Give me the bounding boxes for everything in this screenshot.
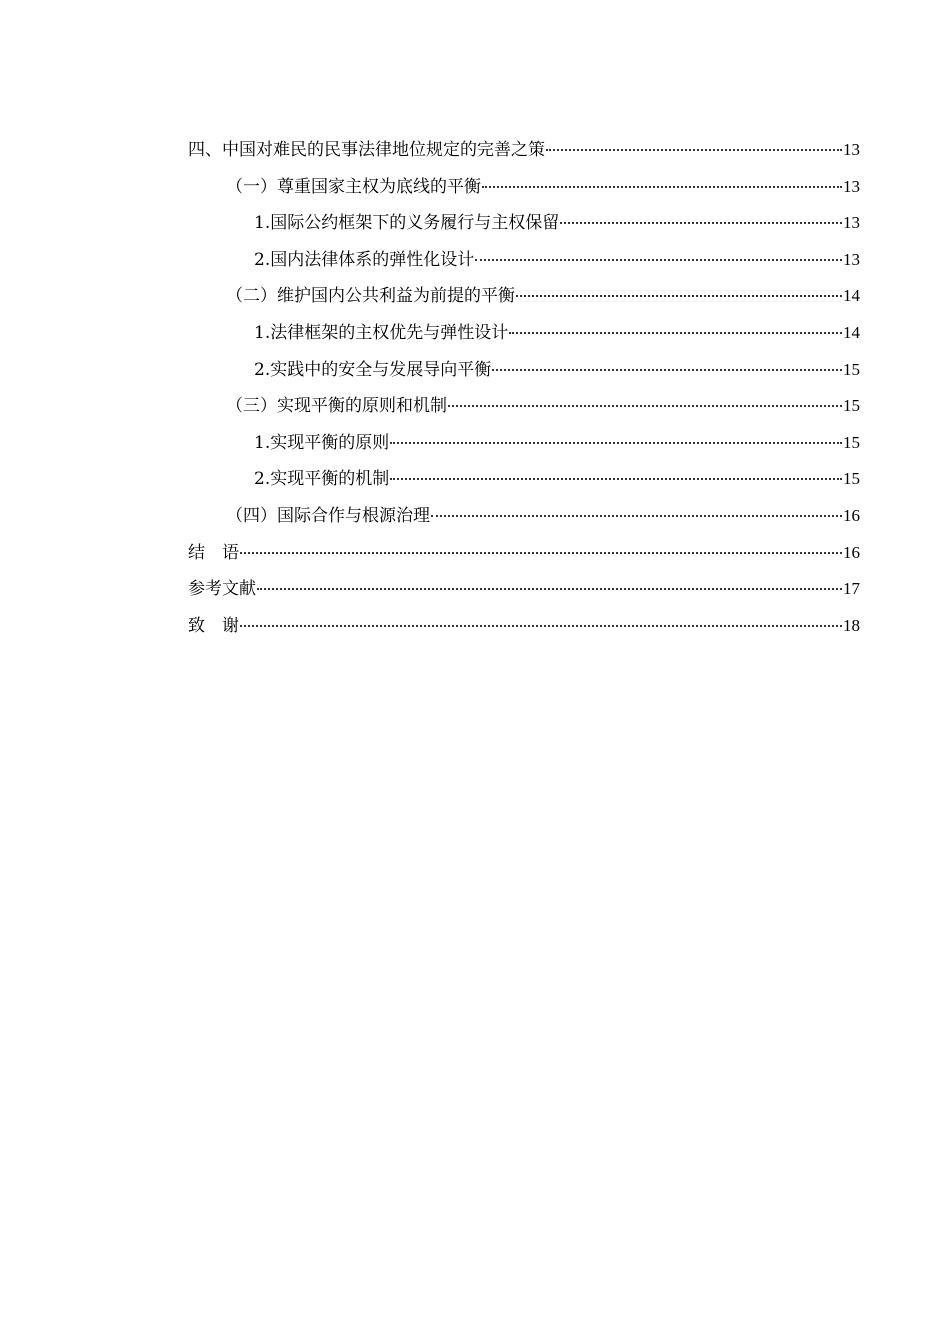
toc-entry-title: 结 语 [188,542,239,563]
toc-page-number: 15 [843,432,860,452]
toc-page-number: 14 [843,286,860,306]
toc-page-number: 13 [843,213,860,233]
table-of-contents [188,134,860,646]
toc-dot-leader [560,222,842,224]
toc-page-number: 16 [843,505,860,525]
toc-entry-acknowledgements[interactable] [188,610,860,647]
toc-page-number: 14 [843,322,860,342]
toc-dot-leader [492,369,842,371]
toc-entry-title: 致 谢 [188,615,239,636]
toc-entry-subsection-2[interactable] [188,280,860,317]
toc-entry-item-3-1[interactable] [188,427,860,464]
toc-page-number: 17 [843,579,860,599]
toc-entry-title: 1.实现平衡的原则 [254,432,390,453]
toc-dot-leader [475,259,842,261]
toc-page-number: 15 [843,396,860,416]
toc-page-number: 15 [843,359,860,379]
toc-dot-leader [257,588,842,590]
toc-dot-leader [516,295,842,297]
toc-entry-subsection-4[interactable] [188,500,860,537]
toc-page-number: 18 [843,615,860,635]
toc-entry-title: 2.国内法律体系的弹性化设计 [254,249,475,270]
toc-dot-leader [240,552,842,554]
toc-dot-leader [390,442,842,444]
toc-entry-item-2-2[interactable] [188,354,860,391]
toc-entry-title: （四）国际合作与根源治理 [226,505,430,526]
toc-entry-title: 2.实践中的安全与发展导向平衡 [254,359,492,380]
toc-entry-title: 1.法律框架的主权优先与弹性设计 [254,322,509,343]
toc-dot-leader [509,332,842,334]
toc-entry-title: （一）尊重国家主权为底线的平衡 [226,176,481,197]
toc-entry-references[interactable] [188,573,860,610]
toc-page-number: 15 [843,469,860,489]
toc-entry-title: 2.实现平衡的机制 [254,469,390,490]
toc-dot-leader [240,625,842,627]
toc-entry-title: （二）维护国内公共利益为前提的平衡 [226,286,515,307]
toc-dot-leader [448,405,842,407]
toc-page-number: 13 [843,140,860,159]
toc-page-number: 16 [843,542,860,562]
toc-entry-subsection-1[interactable] [188,171,860,208]
toc-entry-title: 参考文献 [188,579,256,600]
toc-dot-leader [390,478,842,480]
toc-entry-title: 四、中国对难民的民事法律地位规定的完善之策 [188,140,545,160]
toc-entry-conclusion[interactable] [188,537,860,574]
toc-dot-leader [546,149,842,151]
toc-entry-item-1-2[interactable] [188,244,860,281]
toc-entry-item-3-2[interactable] [188,463,860,500]
toc-dot-leader [431,515,842,517]
toc-entry-subsection-3[interactable] [188,390,860,427]
toc-entry-title: （三）实现平衡的原则和机制 [226,396,447,417]
toc-page-number: 13 [843,249,860,269]
toc-page-number: 13 [843,176,860,196]
toc-entry-section-4[interactable] [188,134,860,171]
toc-dot-leader [482,186,842,188]
toc-entry-item-1-1[interactable] [188,207,860,244]
toc-entry-item-2-1[interactable] [188,317,860,354]
toc-entry-title: 1.国际公约框架下的义务履行与主权保留 [254,213,560,234]
